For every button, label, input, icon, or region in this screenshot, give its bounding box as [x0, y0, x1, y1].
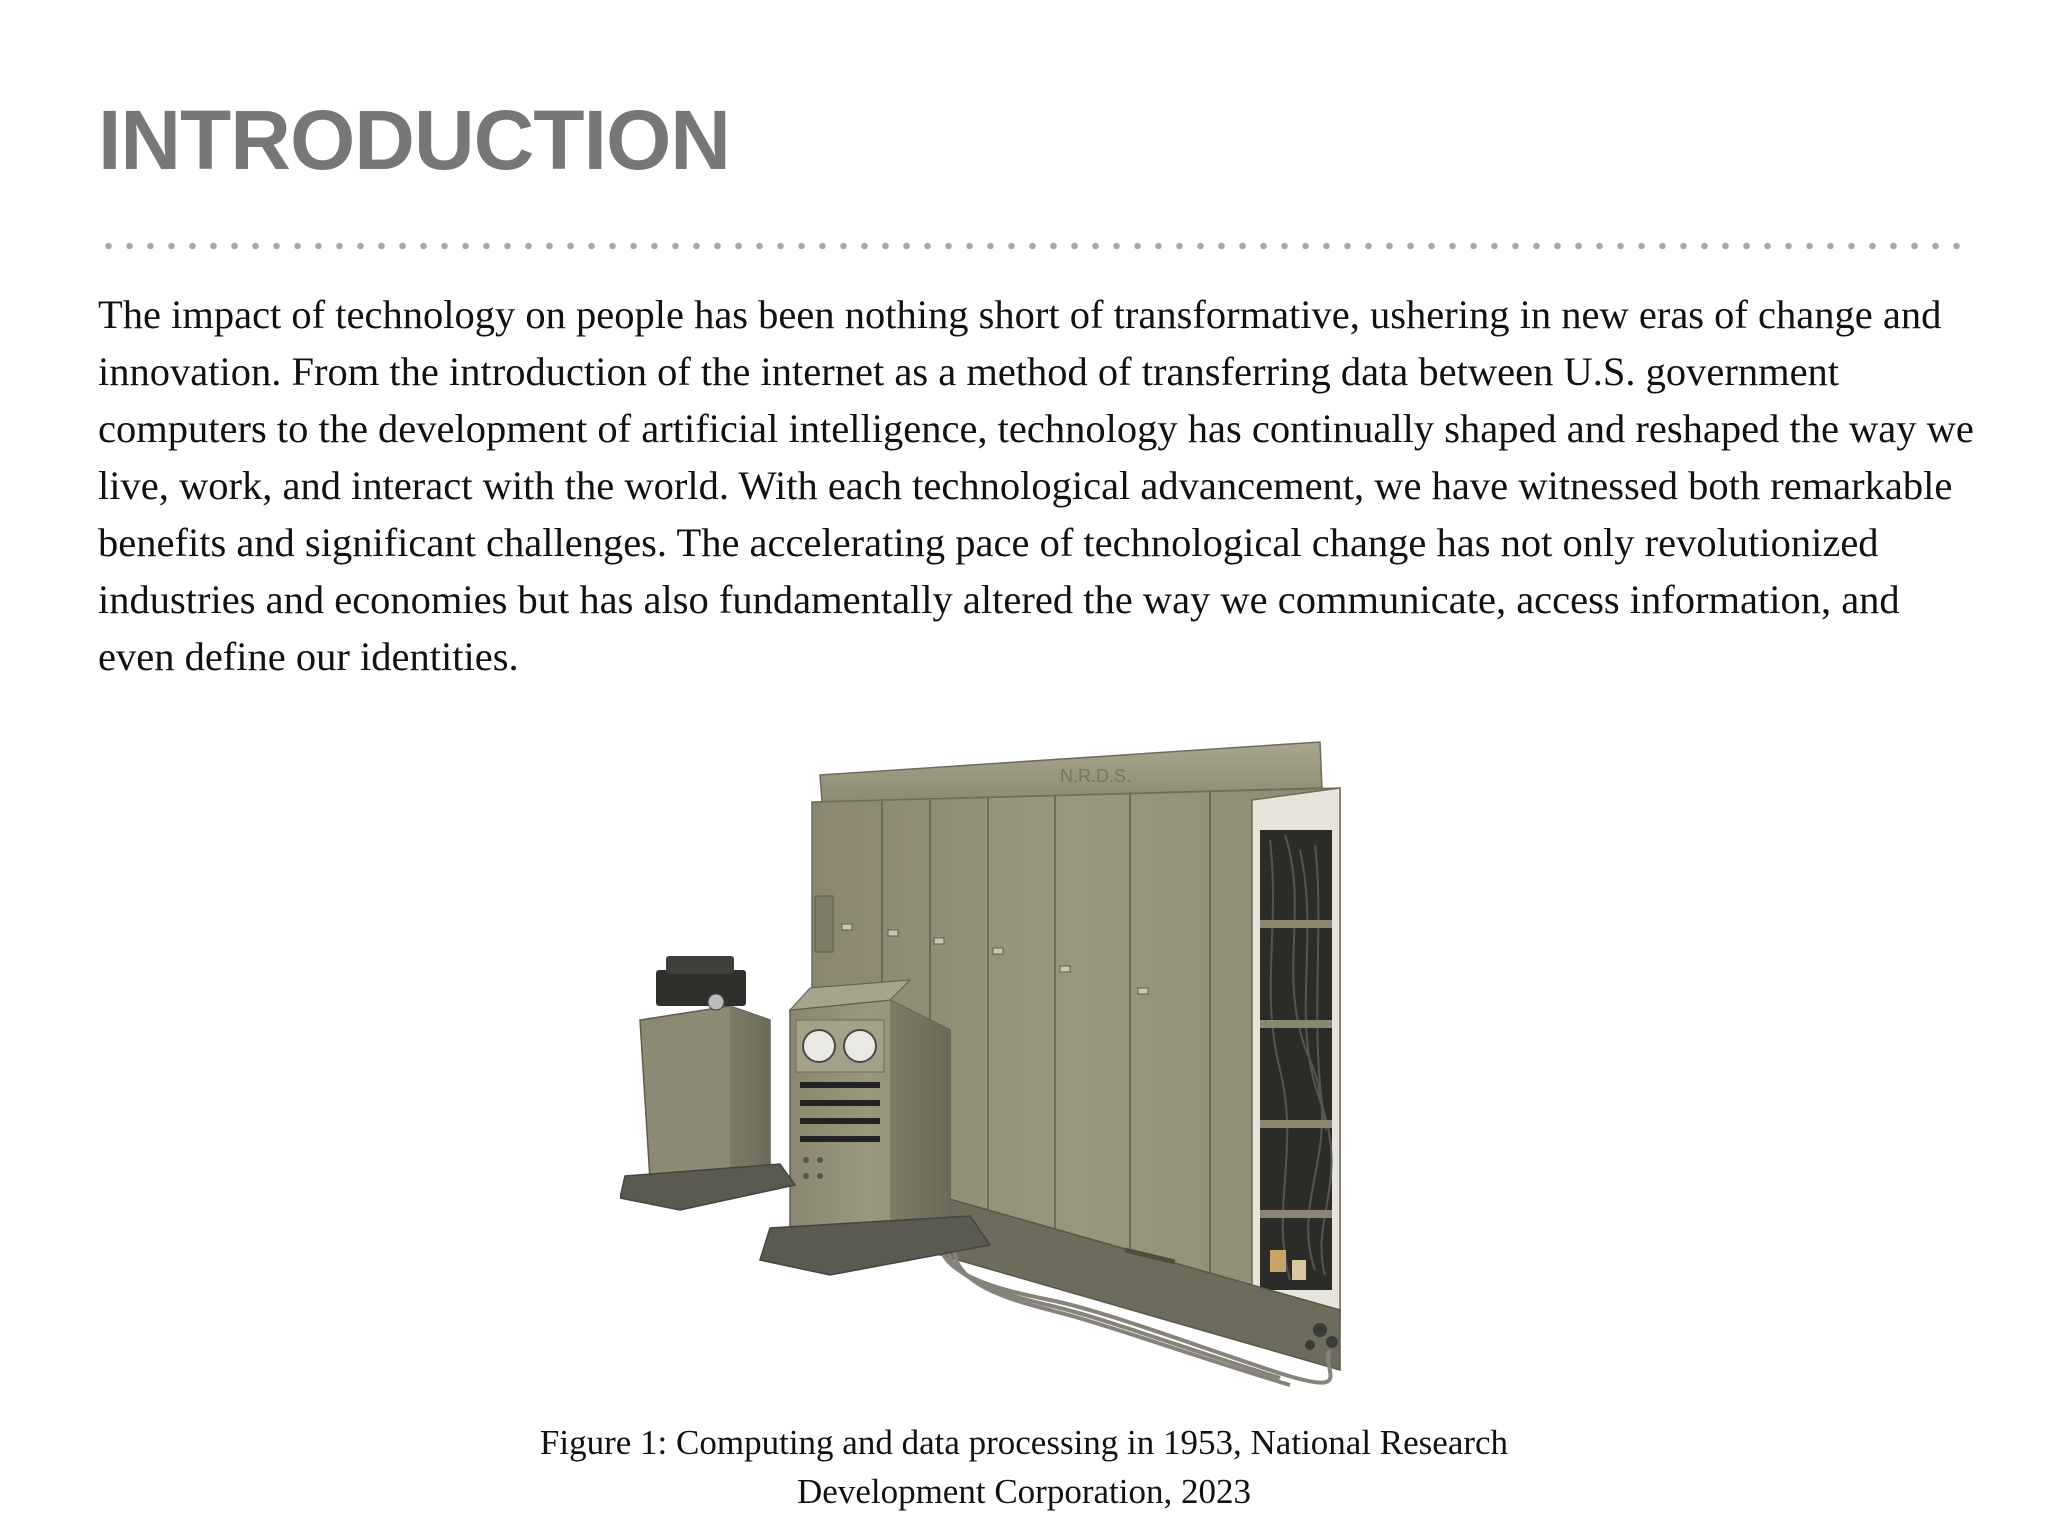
- section-heading: INTRODUCTION: [98, 93, 730, 187]
- vintage-computer-illustration: [620, 730, 1360, 1400]
- figure-computer-photo: [620, 730, 1360, 1400]
- caption-line-2: Development Corporation, 2023: [797, 1472, 1251, 1511]
- dotted-divider: [98, 242, 1968, 250]
- cabinet-label: N.R.D.S.: [1060, 766, 1132, 786]
- figure-caption: [400, 1418, 1648, 1516]
- intro-paragraph: The impact of technology on people has been nothing short of transformative, ushering in new eras of change and innovation. From the introduction of the internet as a method of transferring data between U.S. government computers to the development of artificial intelligence, technology has continually shaped and reshaped the way we live, work, and interact with the world. With each technological advancement, we have witnessed both remarkable benefits and significant challenges. The accelerating pace of technological change has not only revolutionized industries and economies but has also fundamentally altered the way we communicate, access information, and even define our identities.: [98, 292, 1974, 679]
- caption-line-1: Figure 1: Computing and data processing in 1953, National Research: [539, 1423, 1509, 1462]
